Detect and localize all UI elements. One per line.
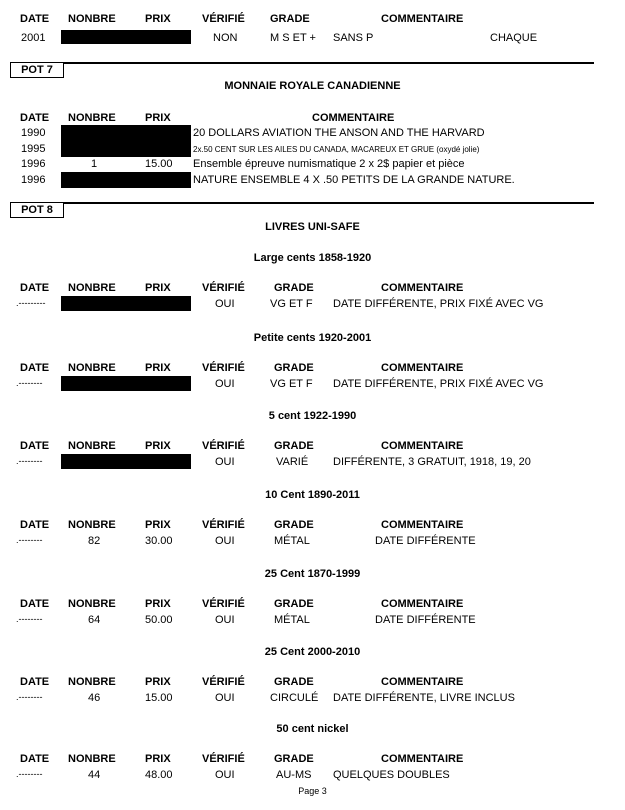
col-commentaire: COMMENTAIRE (381, 13, 464, 25)
section-title: 50 cent nickel (276, 723, 349, 735)
cell-grade: CIRCULÉ (270, 692, 319, 704)
col-verifie: VÉRIFIÉ (202, 753, 245, 765)
section-title: 10 Cent 1890-2011 (265, 489, 360, 501)
cell-comment: Ensemble épreuve numismatique 2 x 2$ papier et pièce (193, 158, 465, 170)
cell-date: 1996 (21, 174, 46, 186)
cell-verifie: OUI (215, 614, 235, 626)
cell-comment: 2x.50 CENT SUR LES AILES DU CANADA, MACAREUX ET GRUE (oxydé jolie) (193, 145, 480, 154)
cell-comment: NATURE ENSEMBLE 4 X .50 PETITS DE LA GRANDE NATURE. (193, 174, 515, 186)
col-date: DATE (20, 440, 50, 452)
col-prix: PRIX (145, 753, 171, 765)
col-nombre: NONBRE (68, 753, 116, 765)
section-title: 25 Cent 1870-1999 (264, 568, 361, 580)
cell-date: .-------- (16, 769, 43, 779)
section-title: Petite cents 1920-2001 (253, 332, 372, 344)
pot-8-title: LIVRES UNI-SAFE (265, 221, 360, 233)
cell-date: 1996 (21, 158, 46, 170)
col-prix: PRIX (145, 112, 171, 124)
col-nombre: NONBRE (68, 519, 116, 531)
redacted-block (61, 376, 191, 391)
col-verifie: VÉRIFIÉ (202, 598, 245, 610)
redacted-block (61, 454, 191, 469)
cell-date: .-------- (16, 614, 43, 624)
cell-grade: VG ET F (270, 298, 313, 310)
cell-nombre: 44 (88, 769, 101, 781)
cell-comment: QUELQUES DOUBLES (333, 769, 450, 781)
pot-8-label: POT 8 (10, 202, 64, 218)
cell-grade: VARIÉ (276, 456, 309, 468)
cell-verifie: OUI (215, 769, 235, 781)
col-grade: GRADE (274, 362, 314, 374)
col-nombre: NONBRE (68, 440, 116, 452)
col-commentaire: COMMENTAIRE (381, 519, 464, 531)
col-commentaire: COMMENTAIRE (381, 598, 464, 610)
section-title: Large cents 1858-1920 (253, 252, 372, 264)
col-verifie: VÉRIFIÉ (202, 362, 245, 374)
cell-prix: 30.00 (145, 535, 173, 547)
col-verifie: VÉRIFIÉ (202, 282, 245, 294)
cell-date: 1990 (21, 127, 46, 139)
cell-comment: DATE DIFFÉRENTE, LIVRE INCLUS (333, 692, 515, 704)
col-verifie: VÉRIFIÉ (202, 440, 245, 452)
cell-date: .-------- (16, 456, 43, 466)
section-title: 25 Cent 2000-2010 (264, 646, 361, 658)
cell-nombre: 64 (88, 614, 101, 626)
redacted-block (61, 30, 191, 44)
col-commentaire: COMMENTAIRE (381, 753, 464, 765)
col-prix: PRIX (145, 676, 171, 688)
pot-7-label: POT 7 (10, 62, 64, 78)
col-prix: PRIX (145, 440, 171, 452)
col-nombre: NONBRE (68, 13, 116, 25)
cell-comment: DIFFÉRENTE, 3 GRATUIT, 1918, 19, 20 (333, 456, 531, 468)
col-commentaire: COMMENTAIRE (381, 362, 464, 374)
cell-verifie: OUI (215, 456, 235, 468)
cell-date: .--------- (16, 298, 46, 308)
cell-prix: 50.00 (145, 614, 173, 626)
cell-comment-2: CHAQUE (490, 32, 538, 44)
col-commentaire: COMMENTAIRE (381, 440, 464, 452)
col-date: DATE (20, 676, 50, 688)
col-nombre: NONBRE (68, 112, 116, 124)
cell-comment: 20 DOLLARS AVIATION THE ANSON AND THE HARVARD (193, 127, 485, 139)
cell-grade: MÉTAL (274, 614, 310, 626)
col-verifie: VÉRIFIÉ (202, 519, 245, 531)
cell-prix: 15.00 (145, 692, 173, 704)
col-prix: PRIX (145, 362, 171, 374)
cell-grade: AU-MS (276, 769, 312, 781)
col-commentaire: COMMENTAIRE (312, 112, 395, 124)
cell-grade: M S ET + (270, 32, 316, 44)
col-grade: GRADE (274, 753, 314, 765)
cell-date: .-------- (16, 378, 43, 388)
page-number: Page 3 (298, 786, 327, 796)
cell-verifie: OUI (215, 378, 235, 390)
cell-grade: VG ET F (270, 378, 313, 390)
col-date: DATE (20, 362, 50, 374)
col-prix: PRIX (145, 282, 171, 294)
cell-verifie: OUI (215, 692, 235, 704)
col-verifie: VÉRIFIÉ (202, 676, 245, 688)
col-prix: PRIX (145, 598, 171, 610)
cell-verifie: OUI (215, 298, 235, 310)
col-nombre: NONBRE (68, 598, 116, 610)
redacted-block (61, 125, 191, 157)
redacted-block (61, 296, 191, 311)
col-commentaire: COMMENTAIRE (381, 676, 464, 688)
col-date: DATE (20, 519, 50, 531)
cell-verifie: NON (213, 32, 238, 44)
col-nombre: NONBRE (68, 676, 116, 688)
col-date: DATE (20, 753, 50, 765)
col-nombre: NONBRE (68, 282, 116, 294)
col-grade: GRADE (274, 440, 314, 452)
cell-nombre: 1 (91, 158, 98, 170)
col-grade: GRADE (274, 598, 314, 610)
pot-7-title: MONNAIE ROYALE CANADIENNE (224, 80, 401, 92)
cell-prix: 15.00 (145, 158, 173, 170)
divider (10, 62, 594, 64)
divider (10, 202, 594, 204)
col-prix: PRIX (145, 519, 171, 531)
cell-comment: DATE DIFFÉRENTE (375, 614, 476, 626)
cell-date: 2001 (21, 32, 46, 44)
col-grade: GRADE (274, 519, 314, 531)
cell-comment: SANS P (333, 32, 374, 44)
col-date: DATE (20, 13, 50, 25)
col-nombre: NONBRE (68, 362, 116, 374)
cell-nombre: 46 (88, 692, 101, 704)
cell-date: .-------- (16, 535, 43, 545)
col-date: DATE (20, 112, 50, 124)
col-grade: GRADE (270, 13, 310, 25)
cell-comment: DATE DIFFÉRENTE (375, 535, 476, 547)
col-date: DATE (20, 282, 50, 294)
col-grade: GRADE (274, 676, 314, 688)
cell-grade: MÉTAL (274, 535, 310, 547)
col-grade: GRADE (274, 282, 314, 294)
col-date: DATE (20, 598, 50, 610)
col-verifie: VÉRIFIÉ (202, 13, 245, 25)
cell-date: .-------- (16, 692, 43, 702)
cell-comment: DATE DIFFÉRENTE, PRIX FIXÉ AVEC VG (333, 298, 544, 310)
cell-nombre: 82 (88, 535, 101, 547)
col-prix: PRIX (145, 13, 171, 25)
section-title: 5 cent 1922-1990 (268, 410, 357, 422)
cell-prix: 48.00 (145, 769, 173, 781)
cell-verifie: OUI (215, 535, 235, 547)
cell-comment: DATE DIFFÉRENTE, PRIX FIXÉ AVEC VG (333, 378, 544, 390)
redacted-block (61, 172, 191, 188)
col-commentaire: COMMENTAIRE (381, 282, 464, 294)
cell-date: 1995 (21, 143, 46, 155)
